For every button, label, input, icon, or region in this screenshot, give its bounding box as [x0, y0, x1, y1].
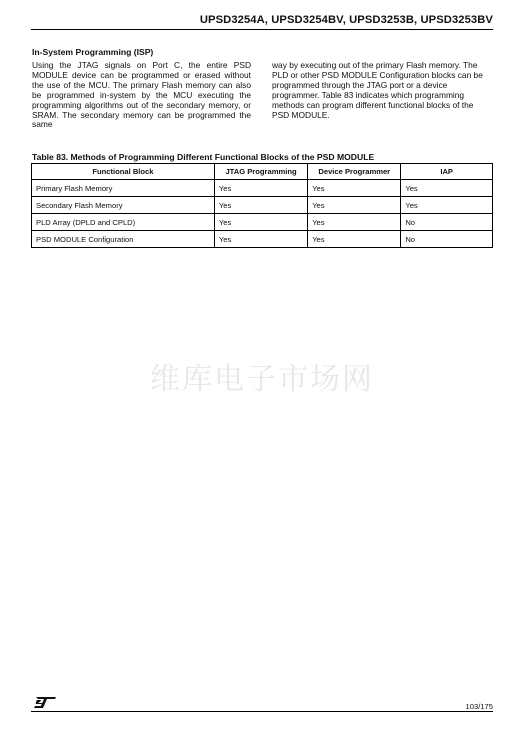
- table-cell: PLD Array (DPLD and CPLD): [32, 214, 215, 231]
- page-number: 103/175: [465, 702, 493, 711]
- table-cell: Yes: [401, 180, 493, 197]
- paragraph-left-column: Using the JTAG signals on Port C, the entire PSD MODULE device can be programmed or erased without the use of the MCU. The primary Flash memory can also be programmed in-system by the MCU executing the programming algorithms out of the secondary memory, or SRAM. The secondary memory can be programmed the same: [32, 60, 251, 130]
- column-header-functional-block: Functional Block: [32, 164, 215, 180]
- table-cell: Yes: [308, 214, 401, 231]
- table-cell: Yes: [214, 214, 307, 231]
- table-cell: Yes: [401, 197, 493, 214]
- footer-divider: [31, 711, 493, 712]
- table-cell: Secondary Flash Memory: [32, 197, 215, 214]
- paragraph-right-column: way by executing out of the primary Flash memory. The PLD or other PSD MODULE Configuration blocks can be programmed through the JTAG port or a device programmer. Table 83 indicates which programming methods can program different functional blocks of the PSD MODULE.: [272, 60, 483, 120]
- programming-methods-table: [31, 163, 493, 248]
- section-heading: In-System Programming (ISP): [32, 47, 154, 57]
- document-header-title: UPSD3254A, UPSD3254BV, UPSD3253B, UPSD3253BV: [199, 14, 493, 26]
- table-cell: Primary Flash Memory: [32, 180, 215, 197]
- column-header-iap: IAP: [401, 164, 493, 180]
- table-cell: No: [401, 214, 493, 231]
- table-caption: Table 83. Methods of Programming Different Functional Blocks of the PSD MODULE: [32, 152, 375, 162]
- column-header-device-programmer: Device Programmer: [308, 164, 401, 180]
- table-row: [32, 197, 493, 214]
- table-cell: Yes: [214, 180, 307, 197]
- header-divider: [31, 29, 493, 30]
- table-row: [32, 180, 493, 197]
- table-header-row: [32, 164, 493, 180]
- table-row: [32, 231, 493, 248]
- table-cell: Yes: [308, 180, 401, 197]
- table-cell: Yes: [214, 197, 307, 214]
- table-cell: PSD MODULE Configuration: [32, 231, 215, 248]
- table-row: [32, 214, 493, 231]
- table-cell: Yes: [308, 231, 401, 248]
- column-header-jtag: JTAG Programming: [214, 164, 307, 180]
- table-cell: No: [401, 231, 493, 248]
- table-cell: Yes: [214, 231, 307, 248]
- watermark-text: 维库电子市场网: [150, 362, 374, 397]
- table-cell: Yes: [308, 197, 401, 214]
